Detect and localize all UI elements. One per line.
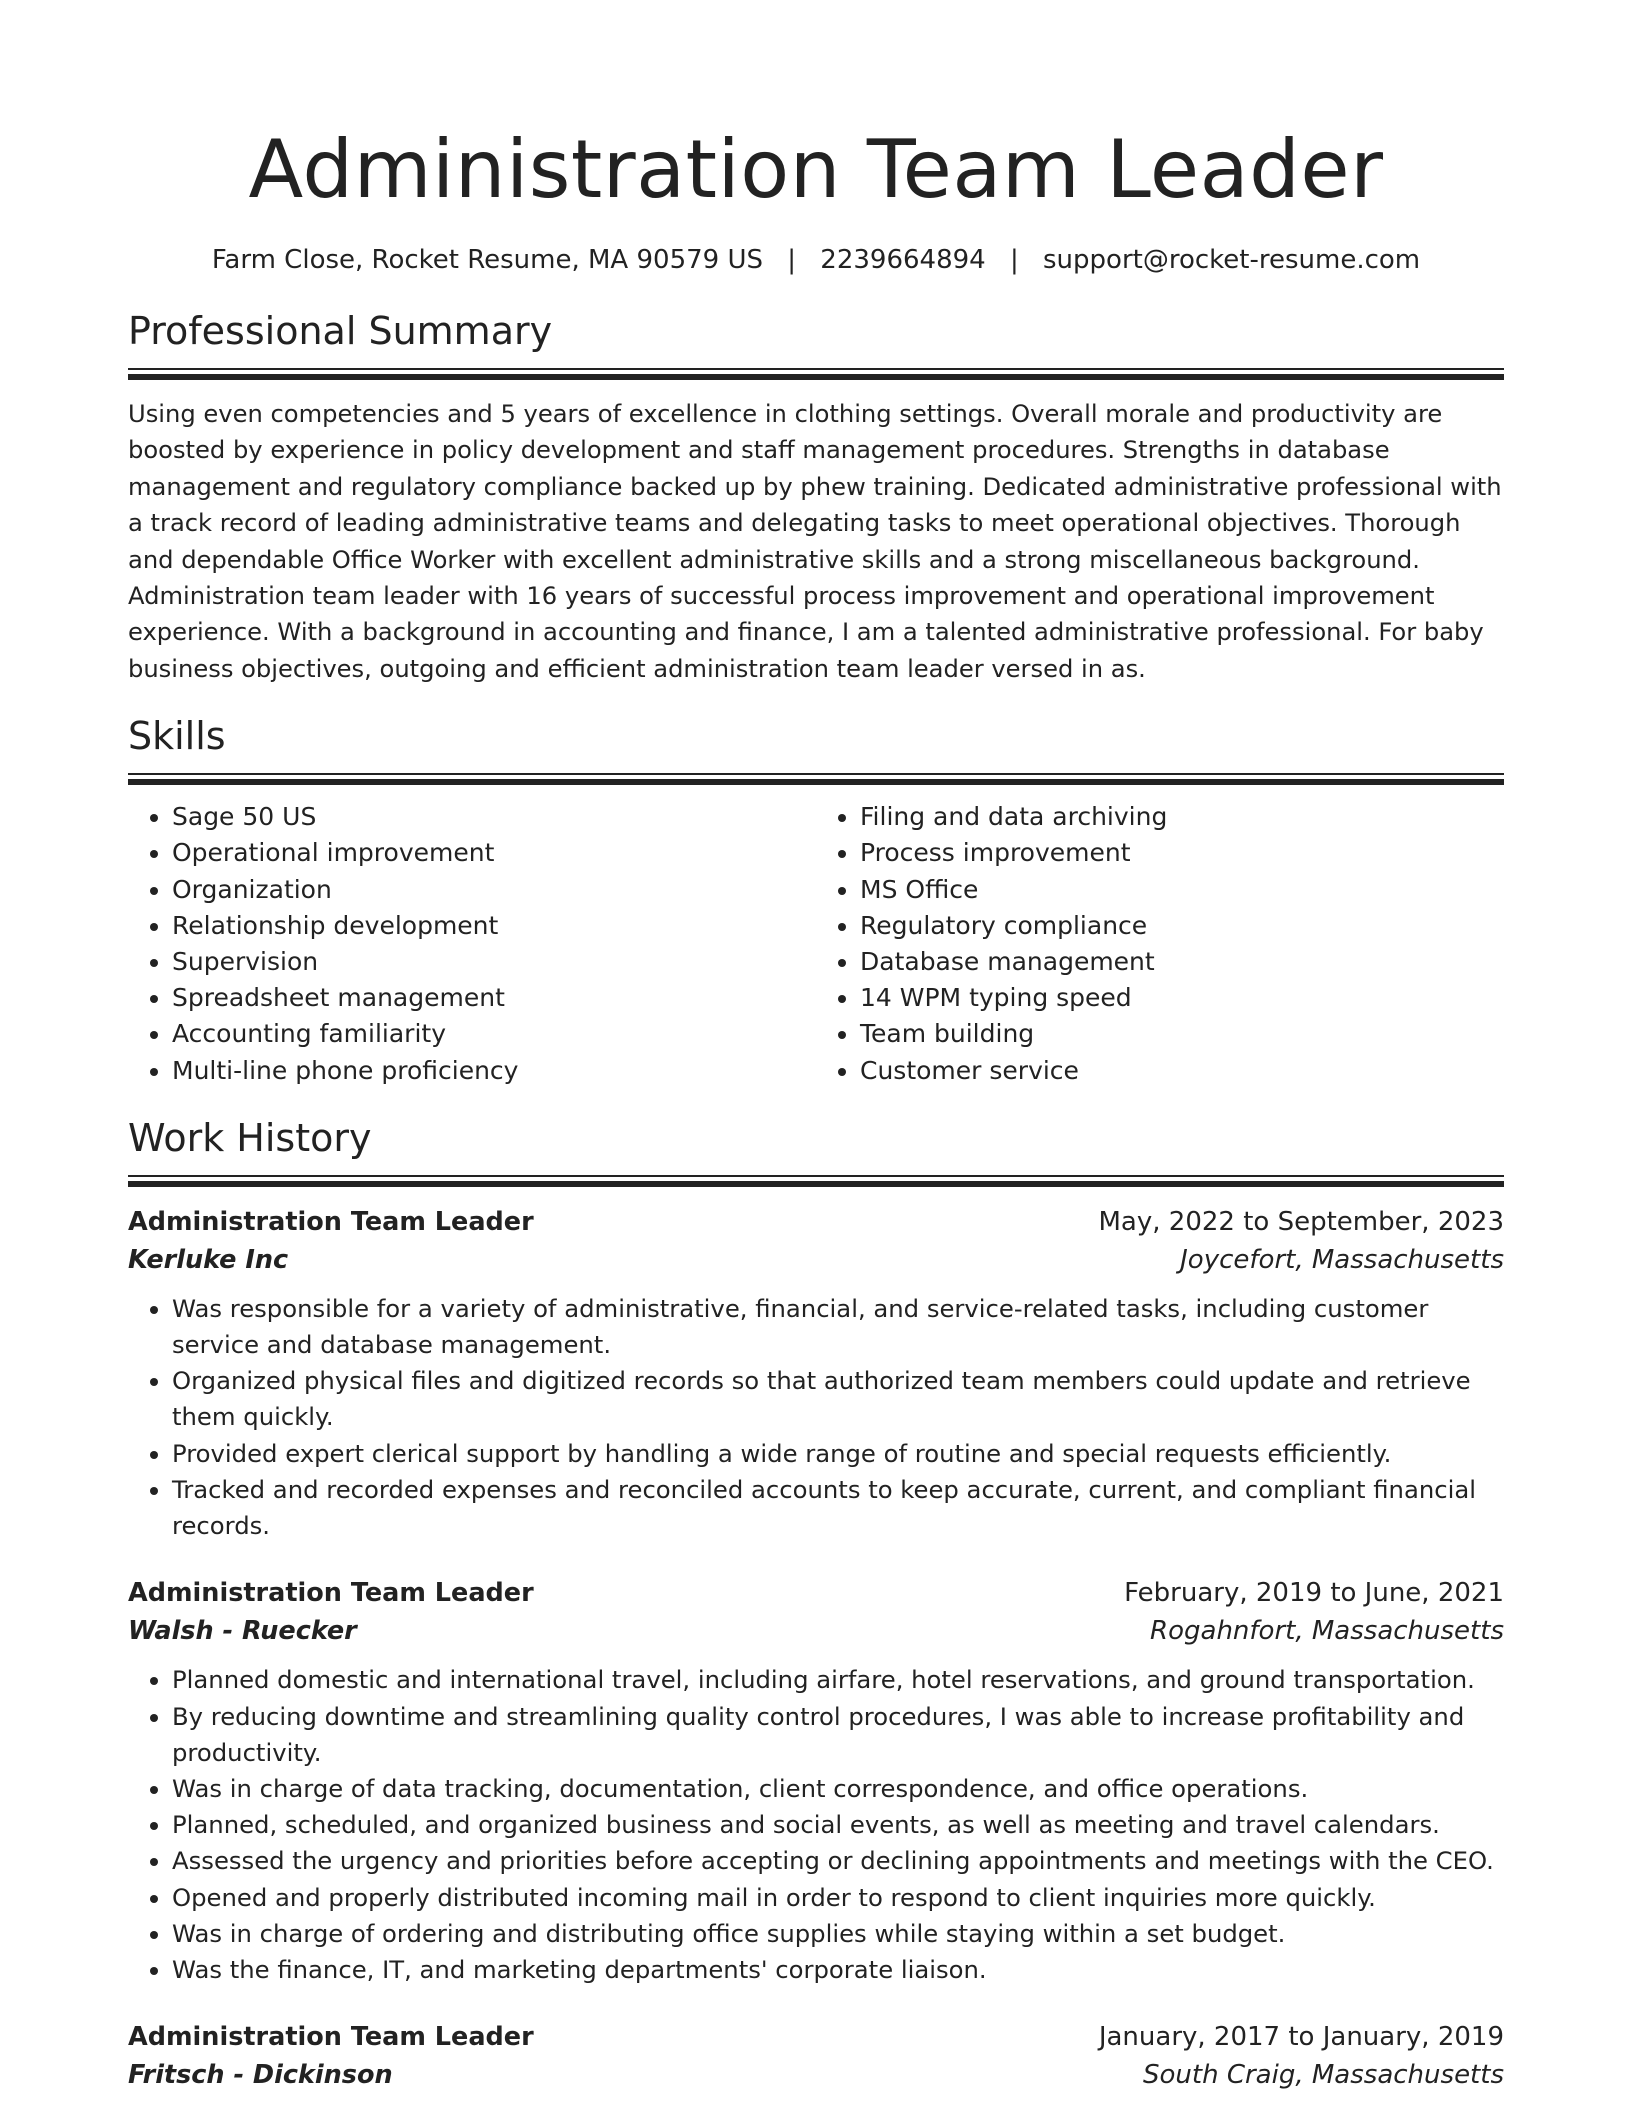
skills-heading: Skills <box>128 714 226 759</box>
skill-item: • Supervision <box>172 944 816 980</box>
job-dates: February, 2019 to June, 2021 <box>1124 1578 1504 1609</box>
job-bullet: • Was the finance, IT, and marketing departments' corporate liaison. <box>172 1952 1504 1988</box>
skill-item: • Customer service <box>860 1053 1504 1089</box>
job-bullets <box>128 1662 1504 1988</box>
job-dates: May, 2022 to September, 2023 <box>1098 1206 1504 1237</box>
job-bullet: • Provided expert clerical support by handling a wide range of routine and special requests efficiently. <box>172 1436 1504 1472</box>
work-history-section <box>128 1115 1504 2094</box>
section-divider <box>128 1175 1504 1187</box>
job-location: Joycefort, Massachusetts <box>1180 1244 1504 1275</box>
job-bullet: • Opened and properly distributed incoming mail in order to respond to client inquiries more quickly. <box>172 1880 1504 1916</box>
job-location: South Craig, Massachusetts <box>1143 2060 1504 2091</box>
job-bullet: • By reducing downtime and streamlining quality control procedures, I was able to increase profitability and productivity. <box>172 1699 1504 1771</box>
contact-phone: 2239664894 <box>820 245 986 275</box>
skill-item: • Filing and data archiving <box>860 799 1504 835</box>
job-company: Walsh - Ruecker <box>128 1616 357 1647</box>
contact-line <box>128 244 1504 276</box>
job-bullets <box>128 1291 1504 1544</box>
skill-item: • MS Office <box>860 872 1504 908</box>
job-bullet: • Tracked and recorded expenses and reconciled accounts to keep accurate, current, and compliant financial records. <box>172 1472 1504 1544</box>
job-bullet: • Planned domestic and international travel, including airfare, hotel reservations, and ground transportation. <box>172 1662 1504 1698</box>
skills-list-right <box>816 799 1504 1089</box>
skills-columns <box>128 799 1504 1089</box>
job-location: Rogahnfort, Massachusetts <box>1150 1616 1504 1647</box>
skill-item: • Relationship development <box>172 908 816 944</box>
section-divider <box>128 773 1504 785</box>
summary-text: Using even competencies and 5 years of excellence in clothing settings. Overall morale and productivity are boosted by experience in policy development and staff management procedures. Strengths in database management and regulatory compliance backed up by phew training. Dedicated administrative professional with a track record of leading administrative teams and delegating tasks to meet operational objectives. Thorough and dependable Office Worker with excellent administrative skills and a strong miscellaneous background. Administration team leader with 16 years of successful process improvement and operational improvement experience. With a background in accounting and finance, I am a talented administrative professional. For baby business objectives, outgoing and efficient administration team leader versed in as. <box>128 400 1502 683</box>
job-dates: January, 2017 to January, 2019 <box>1098 2022 1504 2053</box>
skill-item: • Operational improvement <box>172 835 816 871</box>
skill-item: • Process improvement <box>860 835 1504 871</box>
job-entry <box>128 1574 1504 1988</box>
contact-email: support@rocket-resume.com <box>1043 245 1421 275</box>
job-bullet: • Was in charge of data tracking, documentation, client correspondence, and office operations. <box>172 1771 1504 1807</box>
skill-item: • Spreadsheet management <box>172 980 816 1016</box>
skill-item: • Regulatory compliance <box>860 908 1504 944</box>
section-divider <box>128 368 1504 380</box>
job-company: Fritsch - Dickinson <box>128 2060 393 2091</box>
job-entry <box>128 1203 1504 1544</box>
job-entry <box>128 2018 1504 2094</box>
job-bullet: • Organized physical files and digitized records so that authorized team members could update and retrieve them quickly. <box>172 1363 1504 1435</box>
skill-item: • Sage 50 US <box>172 799 816 835</box>
skills-section <box>128 713 1504 1089</box>
job-bullet: • Was responsible for a variety of administrative, financial, and service-related tasks, including customer service and database management. <box>172 1291 1504 1363</box>
skill-item: • Team building <box>860 1016 1504 1052</box>
job-title: Administration Team Leader <box>128 1206 534 1237</box>
contact-address: Farm Close, Rocket Resume, MA 90579 US <box>211 245 763 275</box>
job-bullet: • Planned, scheduled, and organized business and social events, as well as meeting and travel calendars. <box>172 1807 1504 1843</box>
skills-list-left <box>128 799 816 1089</box>
skill-item: • Database management <box>860 944 1504 980</box>
work-history-heading: Work History <box>128 1115 372 1160</box>
job-title: Administration Team Leader <box>128 1578 534 1609</box>
resume-title: Administration Team Leader <box>248 123 1384 216</box>
skill-item: • Organization <box>172 872 816 908</box>
job-title: Administration Team Leader <box>128 2022 534 2053</box>
contact-separator: | <box>787 245 797 275</box>
contact-separator: | <box>1009 245 1019 275</box>
skill-item: • 14 WPM typing speed <box>860 980 1504 1016</box>
skill-item: • Multi-line phone proficiency <box>172 1053 816 1089</box>
summary-section <box>128 308 1504 687</box>
skill-item: • Accounting familiarity <box>172 1016 816 1052</box>
summary-heading: Professional Summary <box>128 309 553 353</box>
job-company: Kerluke Inc <box>128 1244 289 1275</box>
job-bullet: • Was in charge of ordering and distributing office supplies while staying within a set budget. <box>172 1916 1504 1952</box>
job-bullet: • Assessed the urgency and priorities before accepting or declining appointments and meetings with the CEO. <box>172 1843 1504 1879</box>
